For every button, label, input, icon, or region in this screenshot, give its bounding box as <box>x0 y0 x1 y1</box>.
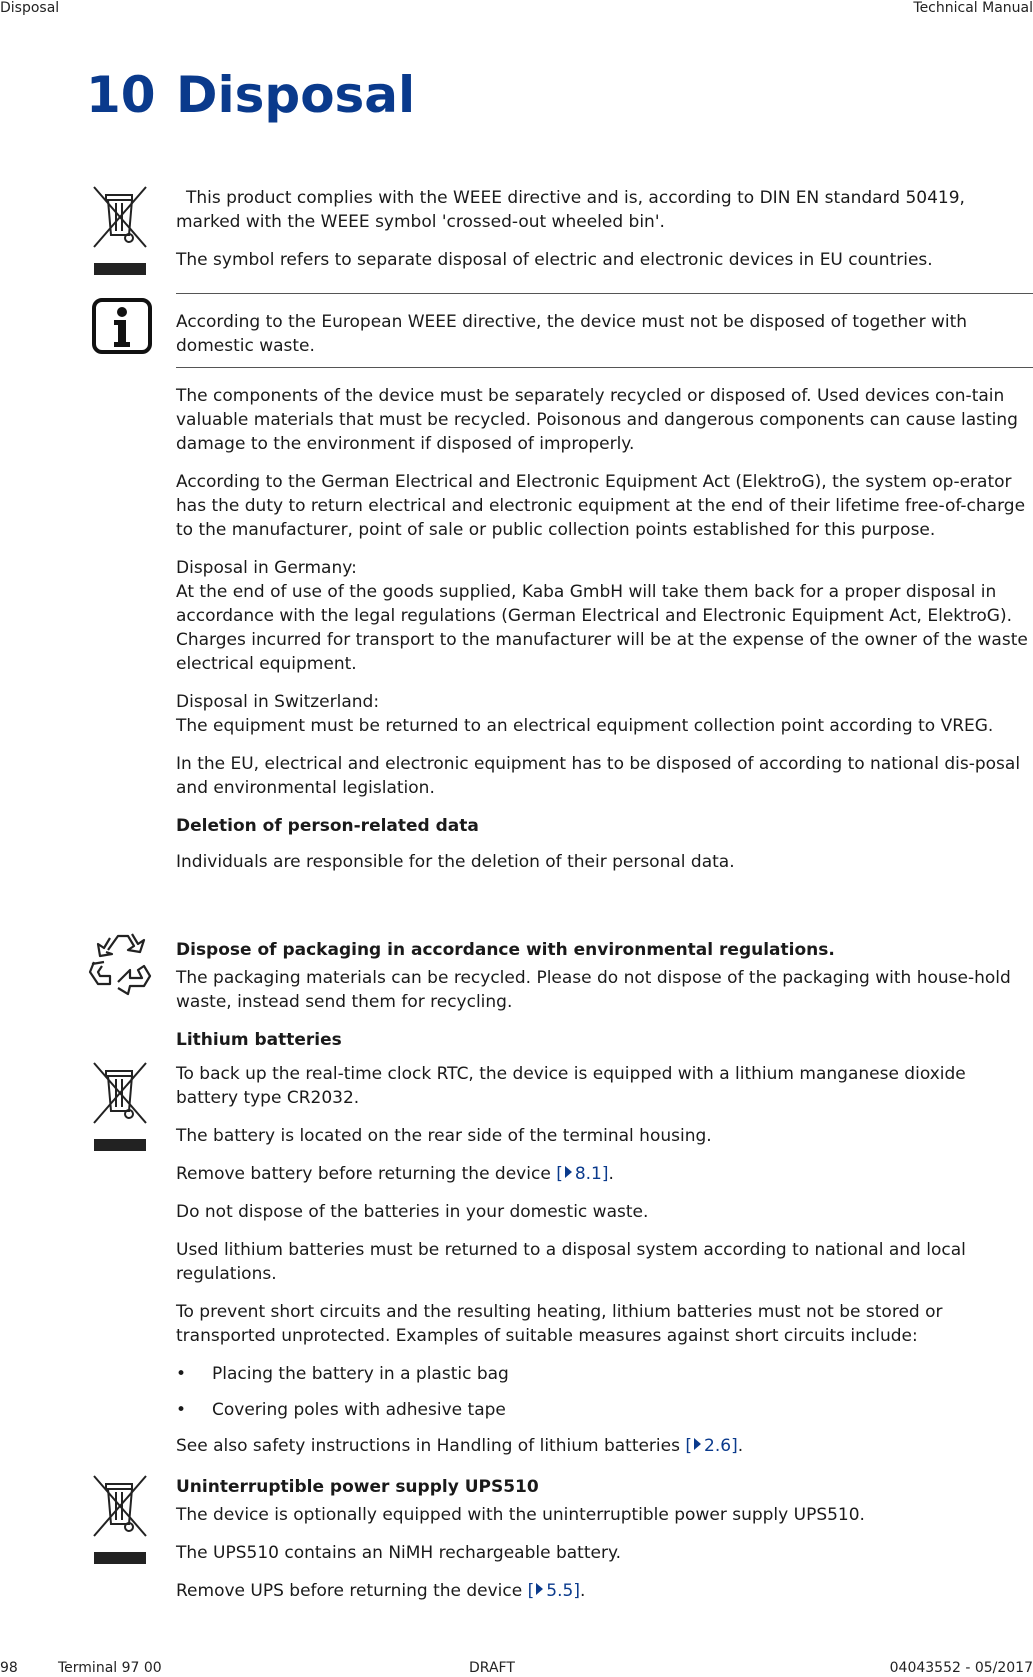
lithium-p3-text: Remove battery before returning the device <box>176 1164 557 1184</box>
weee-intro <box>176 186 1031 272</box>
crossed-out-wheeled-bin-icon <box>92 185 148 277</box>
running-header-section: Disposal <box>0 0 60 16</box>
arrow-right-icon <box>694 1438 701 1450</box>
body-p2: According to the German Electrical and Electronic Equipment Act (ElektroG), the system op-erator has the duty to return electrical and electronic equipment at the end of their lifetime free-of-charge to the manufacturer, point of sale or public collection points established for this purpose. <box>176 472 1026 540</box>
germany-text: At the end of use of the goods supplied, Kaba GmbH will take them back for a proper disposal in accordance with the legal regulations (German Electrical and Electronic Equipment Act, ElektroG). Charges incurred for transport to the manufacturer will be at the expense of the owner of the waste electrical equipment. <box>176 582 1028 674</box>
arrow-right-icon <box>536 1583 543 1595</box>
list-item-text: Placing the battery in a plastic bag <box>212 1364 509 1384</box>
germany-title: Disposal in Germany: <box>176 558 357 578</box>
swiss-text: The equipment must be returned to an electrical equipment collection point according to VREG. <box>176 716 994 736</box>
chapter-title: Disposal <box>176 66 416 124</box>
eu-text: In the EU, electrical and electronic equipment has to be disposed of according to national dis-posal and environmental legislation. <box>176 754 1021 798</box>
info-rule-top <box>176 293 1033 294</box>
body-p1: The components of the device must be separately recycled or disposed of. Used devices con-tain valuable materials that must be recycled. Poisonous and dangerous components can cause lasting damage to the environment if disposed of improperly. <box>176 386 1018 454</box>
footer-doc-id: 04043552 - 05/2017 <box>889 1660 1033 1676</box>
ups-p2: The UPS510 contains an NiMH rechargeable battery. <box>176 1543 621 1563</box>
deletion-heading: Deletion of person-related data <box>176 816 479 836</box>
ups-p3-text: Remove UPS before returning the device <box>176 1581 528 1601</box>
ups-p1: The device is optionally equipped with the uninterruptible power supply UPS510. <box>176 1505 865 1525</box>
lithium-p6: To prevent short circuits and the resulting heating, lithium batteries must not be stored or transported unprotected. Examples of suitable measures against short circuits include: <box>176 1302 943 1346</box>
footer-status: DRAFT <box>469 1660 515 1676</box>
weee-intro-p1: This product complies with the WEEE directive and is, according to DIN EN standard 50419, marked with the WEEE symbol 'crossed-out wheeled bin'. <box>176 188 965 232</box>
weee-intro-p2: The symbol refers to separate disposal of electric and electronic devices in EU countries. <box>176 250 933 270</box>
crossed-out-wheeled-bin-icon <box>92 1474 148 1566</box>
swiss-title: Disposal in Switzerland: <box>176 692 380 712</box>
cross-reference-link[interactable]: [ 5.5] <box>527 1581 580 1601</box>
list-item-text: Covering poles with adhesive tape <box>212 1400 506 1420</box>
bullet-mark: • <box>176 1364 187 1384</box>
ups-p3: Remove UPS before returning the device [ 5.5]. <box>176 1581 586 1601</box>
cross-reference-label: 8.1 <box>574 1164 602 1184</box>
list-item <box>176 1398 506 1422</box>
lithium-p4: Do not dispose of the batteries in your domestic waste. <box>176 1202 649 1222</box>
cross-reference-link[interactable]: [ 2.6] <box>685 1436 738 1456</box>
arrow-right-icon <box>565 1166 572 1178</box>
body-section <box>176 384 1031 874</box>
info-rule-bottom <box>176 367 1033 368</box>
chapter-heading <box>86 66 415 124</box>
ups-heading: Uninterruptible power supply UPS510 <box>176 1477 539 1497</box>
packaging-heading: Dispose of packaging in accordance with environmental regulations. <box>176 940 835 960</box>
packaging-text: The packaging materials can be recycled. Please do not dispose of the packaging with house-hold waste, instead send them for recycling. <box>176 968 1011 1012</box>
footer-product: Terminal 97 00 <box>58 1660 162 1676</box>
ups-section <box>176 1475 1031 1603</box>
cross-reference-label: 2.6 <box>704 1436 732 1456</box>
lithium-p2: The battery is located on the rear side of the terminal housing. <box>176 1126 712 1146</box>
page-number: 98 <box>0 1660 18 1676</box>
packaging-section <box>176 938 1031 1052</box>
info-note: According to the European WEEE directive, the device must not be disposed of together with domestic waste. <box>176 312 968 356</box>
bullet-mark: • <box>176 1400 187 1420</box>
lithium-p5: Used lithium batteries must be returned to a disposal system according to national and local regulations. <box>176 1240 966 1284</box>
lithium-p3: Remove battery before returning the device [ 8.1]. <box>176 1164 614 1184</box>
crossed-out-wheeled-bin-icon <box>92 1061 148 1153</box>
deletion-text: Individuals are responsible for the deletion of their personal data. <box>176 852 735 872</box>
lithium-heading: Lithium batteries <box>176 1030 342 1050</box>
see-also-text: See also safety instructions in Handling of lithium batteries <box>176 1436 686 1456</box>
recycle-icon <box>88 932 154 996</box>
lithium-see-also: See also safety instructions in Handling of lithium batteries [ 2.6]. <box>176 1436 744 1456</box>
list-item <box>176 1362 509 1386</box>
cross-reference-label: 5.5 <box>546 1581 574 1601</box>
cross-reference-link[interactable]: [ 8.1] <box>556 1164 609 1184</box>
info-icon <box>92 298 152 354</box>
lithium-section <box>176 1062 1031 1348</box>
chapter-number: 10 <box>86 66 156 124</box>
running-header-title: Technical Manual <box>913 0 1033 16</box>
lithium-p1: To back up the real-time clock RTC, the device is equipped with a lithium manganese dioxide battery type CR2032. <box>176 1064 966 1108</box>
